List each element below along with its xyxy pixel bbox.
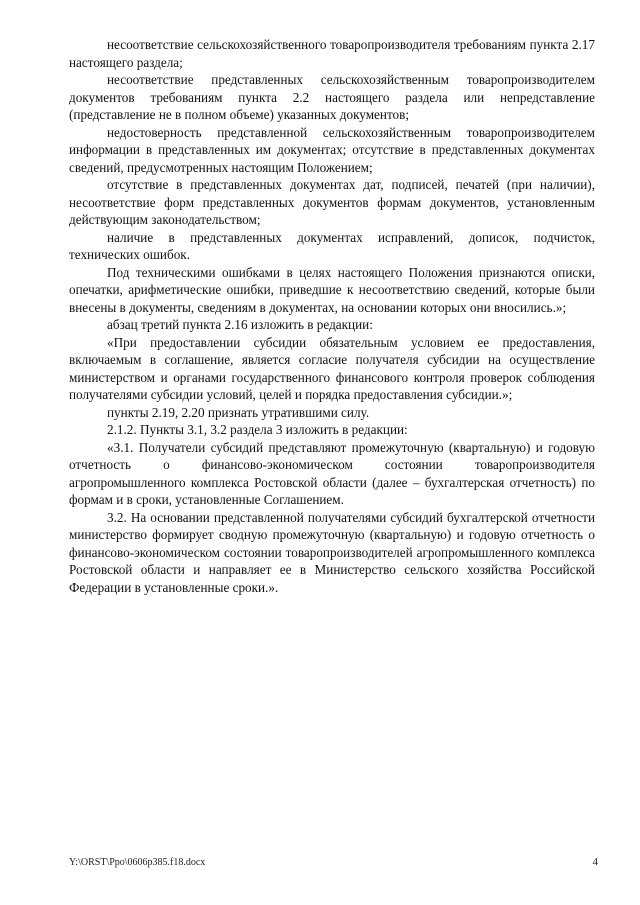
paragraph-2: несоответствие представленных сельскохозяйственным товаропроизводителем документов требованиям пункта 2.2 настоящего раздела или непредставление (представление не в полном объеме) указанных документов; — [69, 72, 595, 122]
paragraph-10: 2.1.2. Пункты 3.1, 3.2 раздела 3 изложить в редакции: — [107, 422, 408, 437]
footer-file-path: Y:\ORST\Ppo\0606p385.f18.docx — [69, 857, 206, 868]
paragraph-6: Под техническими ошибками в целях настоящего Положения признаются описки, опечатки, арифметические ошибки, приведшие к несоответствию сведений, которые были внесены в документы, сведениям в документах, на основании которых они вносились.»; — [69, 264, 595, 315]
paragraph-3: недостоверность представленной сельскохозяйственным товаропроизводителем информации в представленных им документах; отсутствие в представленных документах сведений, предусмотренных настоящим Положением; — [69, 124, 595, 175]
paragraph-4: отсутствие в представленных документах дат, подписей, печатей (при наличии), несоответствие форм представленных документов формам документов, установленным действующим законодательством; — [69, 177, 595, 227]
paragraph-9: пункты 2.19, 2.20 признать утратившими силу. — [107, 404, 370, 420]
paragraph-12: 3.2. На основании представленной получателями субсидий бухгалтерской отчетности министерство формирует сводную промежуточную (квартальную) и годовую отчетность о финансово-экономическом состоянии товаропроизводителей агропромышленного комплекса Ростовской области и направляет ее в Министерство сельского хозяйства Российской Федерации в установленные сроки.». — [69, 509, 595, 595]
paragraph-7: абзац третий пункта 2.16 изложить в редакции: — [107, 317, 373, 332]
paragraph-8: «При предоставлении субсидии обязательным условием ее предоставления, включаемым в соглашение, является согласие получателя субсидии на осуществление министерством и органами государственного финансового контроля проверок соблюдения получателями субсидии условий, целей и порядка предоставления субсидии.»; — [69, 334, 595, 402]
document-body — [69, 36, 595, 596]
page-number: 4 — [592, 856, 598, 868]
paragraph-11: «3.1. Получатели субсидий представляют промежуточную (квартальную) и годовую отчетность о финансово-экономическом состоянии товаропроизводителя агропромышленного комплекса Ростовской области (далее – бухгалтерская отчетность) по формам и в сроки, установленные Соглашением. — [69, 439, 595, 507]
paragraph-1: несоответствие сельскохозяйственного товаропроизводителя требованиям пункта 2.17 настоящего раздела; — [69, 37, 595, 70]
paragraph-5: наличие в представленных документах исправлений, дописок, подчисток, технических ошибок. — [69, 229, 595, 262]
